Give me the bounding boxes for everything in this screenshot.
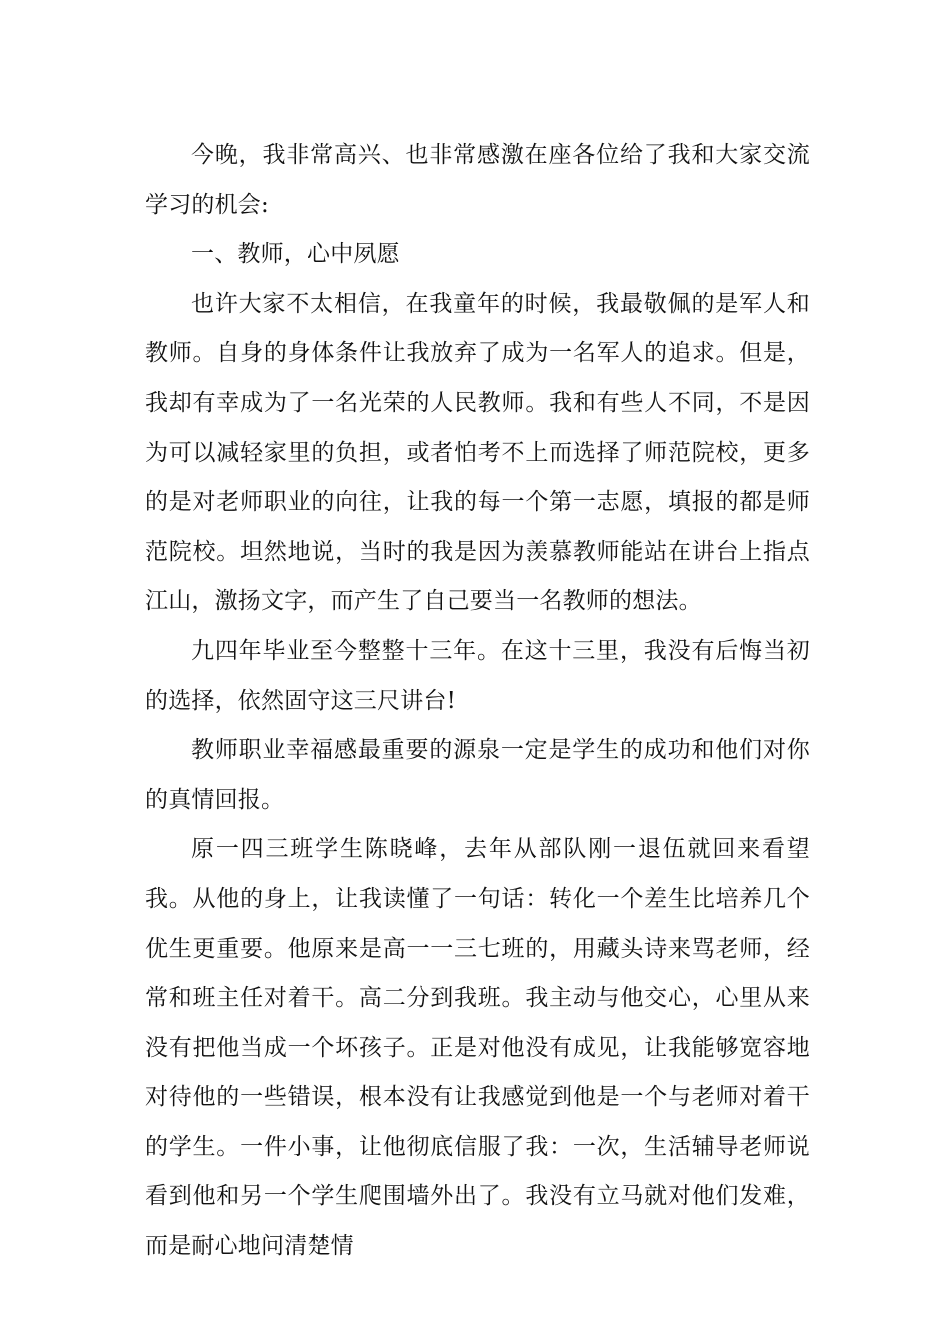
document-body — [145, 131, 810, 1272]
paragraph-childhood: 也许大家不太相信，在我童年的时候，我最敬佩的是军人和教师。自身的身体条件让我放弃了成为一名军人的追求。但是，我却有幸成为了一名光荣的人民教师。我和有些人不同，不是因为可以减轻家里的负担，或者怕考不上而选择了师范院校，更多的是对老师职业的向往，让我的每一个第一志愿，填报的都是师范院校。坦然地说，当时的我是因为羡慕教师能站在讲台上指点江山，激扬文字，而产生了自己要当一名教师的想法。 — [145, 290, 810, 615]
paragraph-happiness: 教师职业幸福感最重要的源泉一定是学生的成功和他们对你的真情回报。 — [145, 737, 810, 813]
section-heading: 一、教师，心中夙愿 — [191, 241, 400, 268]
paragraph-opening: 今晚，我非常高兴、也非常感激在座各位给了我和大家交流学习的机会: — [145, 142, 810, 218]
paragraph-student-story: 原一四三班学生陈晓峰，去年从部队刚一退伍就回来看望我。从他的身上，让我读懂了一句话：转化一个差生比培养几个优生更重要。他原来是高一一三七班的，用藏头诗来骂老师，经常和班主任对着干。高二分到我班。我主动与他交心，心里从来没有把他当成一个坏孩子。正是对他没有成见，让我能够宽容地对待他的一些错误，根本没有让我感觉到他是一个与老师对着干的学生。一件小事，让他彻底信服了我：一次，生活辅导老师说看到他和另一个学生爬围墙外出了。我没有立马就对他们发难，而是耐心地问清楚情 — [145, 836, 810, 1260]
paragraph-graduation: 九四年毕业至今整整十三年。在这十三里，我没有后悔当初的选择，依然固守这三尺讲台! — [145, 637, 810, 714]
